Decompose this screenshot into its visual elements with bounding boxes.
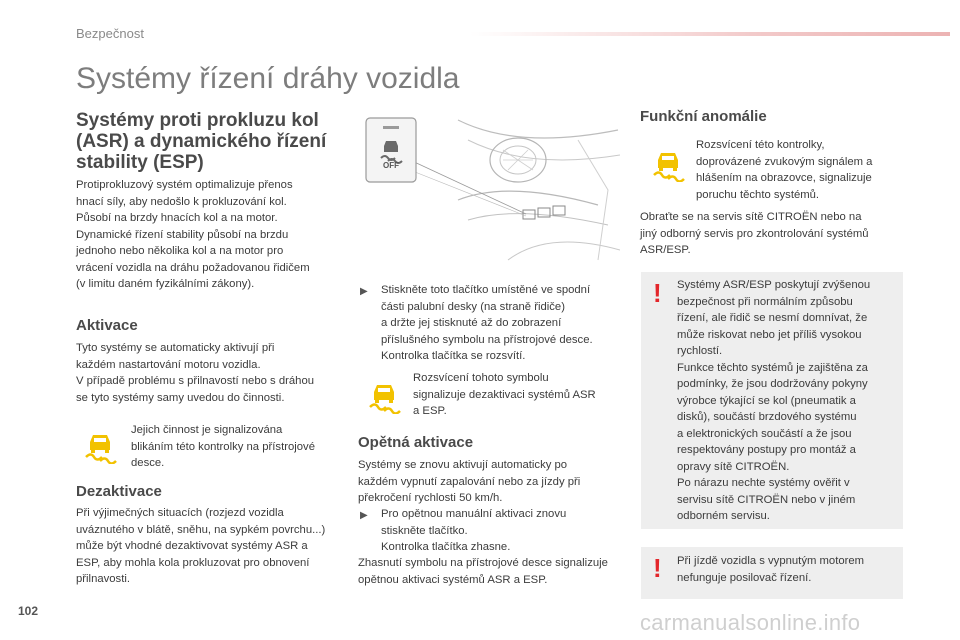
warning-text-2: Při jízdě vozidla s vypnutým motorem nefunguje posilovač řízení. [677,555,865,584]
reactivation-footer: Zhasnutí symbolu na přístrojové desce signalizuje opětnou aktivaci systémů ASR a ESP. [358,557,608,586]
reactivation-bullet-text: Pro opětnou manuální aktivaci znovu stiskněte tlačítko. Kontrolka tlačítka zhasne. [381,508,567,553]
bullet-marker: ▶ [360,286,368,297]
malfunction-heading: Funkční anomálie [640,108,767,125]
dashboard-illustration [358,110,620,272]
intro-text: Protiprokluzový systém optimalizuje přenos hnací síly, aby nedošlo k prokluzování kol. Působí na brzdy hnacích kol a na motor. Dynamické řízení stability působí na brzdu jednoho nebo několika kol a na motor pro vrácení vozidla na dráhu požadovanou řidičem (v limitu daném fyzikálními zákony). [76,179,310,290]
activation-icon-text: Jejich činnost je signalizována blikáním této kontrolky na přístrojové desce. [131,424,315,469]
page-number: 102 [18,604,39,618]
reactivation-text: Systémy se znovu aktivují automaticky po každém vypnutí zapalování nebo za jízdy při překročení rychlosti 50 km/h. [358,459,581,504]
warning-exclamation-icon: ! [653,278,662,308]
esp-off-symbol-icon [366,378,402,414]
esp-fault-icon [650,146,686,182]
symbol-description: Rozsvícení tohoto symbolu signalizuje dezaktivaci systémů ASR a ESP. [413,372,596,417]
service-text: Obraťte se na servis sítě CITROËN nebo na jiný odborný servis pro zkontrolování systémů ASR/ESP. [640,211,869,256]
header-decor-bar [470,32,950,36]
deactivation-text: Při výjimečných situacích (rozjezd vozidla uváznutého v blátě, sněhu, na sypkém povrchu...) může být vhodné dezaktivovat systémy ASR a ESP, aby mohla kola prokluzovat pro obnovení přilnavosti. [76,507,326,585]
steering-warning-box [641,547,903,599]
esp-warning-icon [82,428,118,464]
bullet-marker-2: ▶ [360,510,368,521]
warning-text-1: Systémy ASR/ESP poskytují zvýšenou bezpečnost při normálním způsobu řízení, ale řidič se nesmí domnívat, že může riskovat nebo jet příliš vysokou rychlostí. Funkce těchto systémů je zajištěna za podmínky, že jsou dodržovány pokyny výrobce týkající se kol (pneumatik a disků), součástí brzdového systému a elektronických součástí a že jsou respektovány postupy pro montáž a opravy sítě CITROËN. Po nárazu nechte systémy ověřit v servisu sítě CITROËN nebo v jiném odborném servisu. [677,279,871,522]
watermark: carmanualsonline.info [640,610,861,635]
activation-text: Tyto systémy se automaticky aktivují při každém nastartování motoru vozidla. V případě problému s přilnavostí nebo s dráhou se tyto systémy samy uvedou do činnosti. [76,342,315,404]
section-label: Bezpečnost [76,26,144,41]
activation-heading: Aktivace [76,317,138,334]
left-heading-block [76,110,346,173]
warning-exclamation-icon-2: ! [653,553,662,583]
asr-esp-heading: Systémy proti prokluzu kol (ASR) a dynamického řízení stability (ESP) [76,110,327,173]
deactivation-heading: Dezaktivace [76,483,162,500]
press-instruction: Stiskněte toto tlačítko umístěné ve spodní části palubní desky (na straně řidiče) a držte jej stisknuté až do zobrazení příslušného symbolu na přístrojové desce. Kontrolka tlačítka se rozsvítí. [381,284,593,362]
reactivation-heading: Opětná aktivace [358,434,474,451]
off-label: OFF [383,161,399,170]
safety-warning-box [641,272,903,529]
fault-icon-text: Rozsvícení této kontrolky, doprovázené zvukovým signálem a hlášením na obrazovce, signalizuje poruchu těchto systémů. [696,139,873,201]
esp-off-button[interactable] [378,138,404,172]
page-title: Systémy řízení dráhy vozidla [76,62,460,95]
